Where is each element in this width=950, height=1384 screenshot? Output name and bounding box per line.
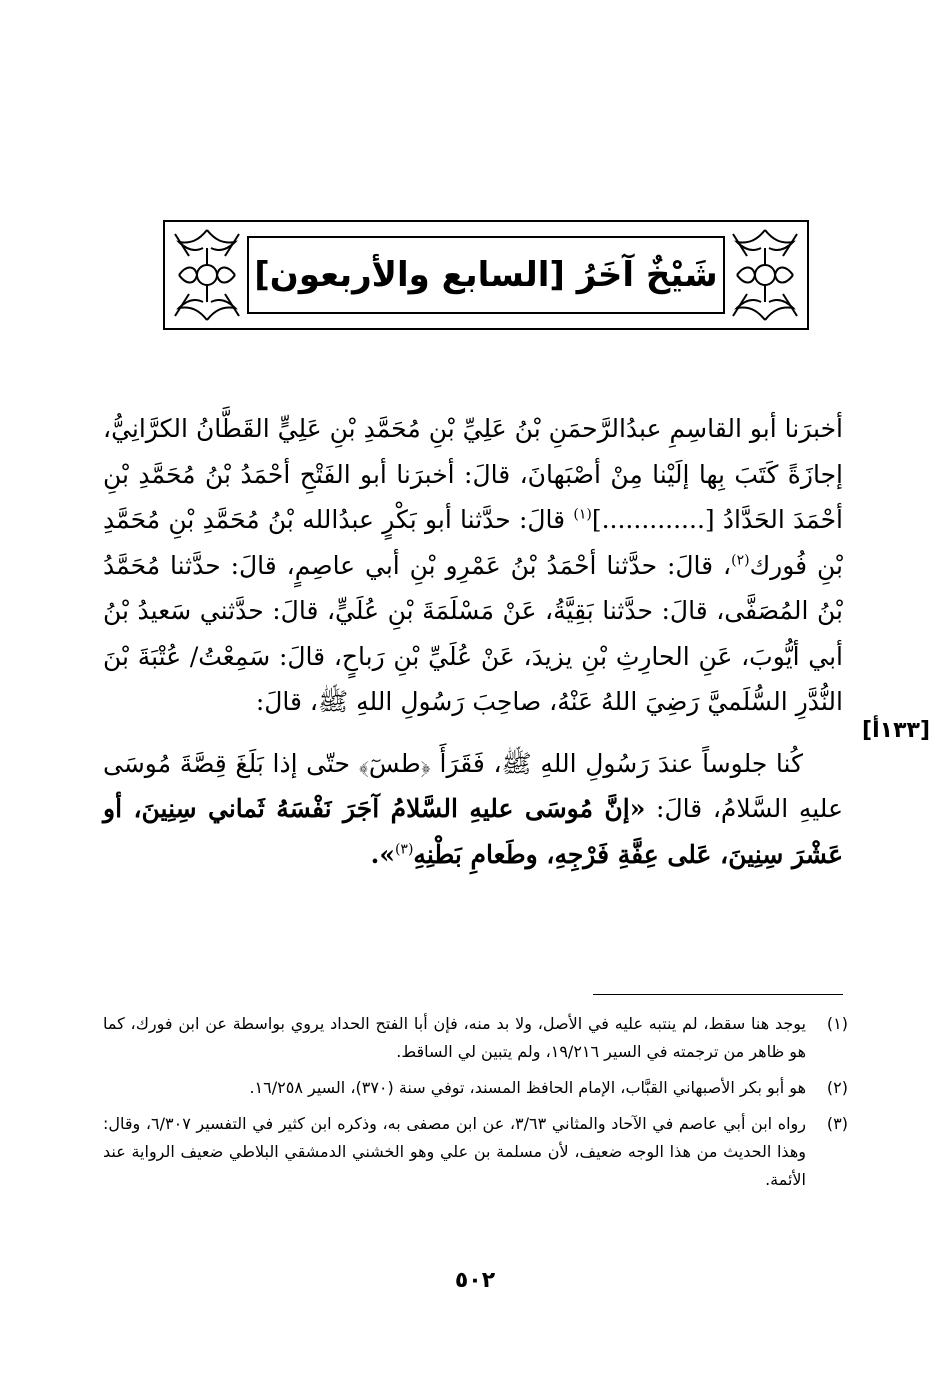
footnote: [103, 1110, 848, 1194]
chapter-title-box: [247, 236, 725, 314]
footnote-number: (٢): [826, 1078, 848, 1097]
footnote-text: رواه ابن أبي عاصم في الآحاد والمثاني ٣/٦٣، عن ابن مصفى به، وذكره ابن كثير في التفسير ٦/٣٠٧، وقال: وهذا الحديث من هذا الوجه ضعيف، لأن مسلمة بن علي وهو الخشني الدمشقي البلاطي ضعيف الرواية عند الأئمة.: [103, 1114, 806, 1189]
footnote: [103, 1074, 848, 1102]
chapter-title: شَيْخٌ آخَرُ [السابع والأربعون]: [254, 255, 718, 295]
footnote-text: يوجد هنا سقط، لم ينتبه عليه في الأصل، ولا بد منه، فإن أبا الفتح الحداد يروي بواسطة عن ابن فورك، كما هو ظاهر من ترجمته في السير ١٩/٢١٦، ولم يتبين لي الساقط.: [103, 1014, 806, 1061]
paragraph-text: ، قالَ: حدَّثنا أحْمَدُ بْنُ عَمْرِو بْنِ أبي عاصِمٍ، قالَ: حدَّثنا مُحَمَّدُ بْنُ المُصَفَّى، قالَ: حدَّثنا بَقِيَّةُ، عَنْ مَسْلَمَةَ بْنِ عُلَيٍّ، قالَ: حدَّثني سَعيدُ بْنُ أبي أيُّوبَ، عَنِ الحارِثِ بْنِ يزيدَ، عَنْ عُلَيِّ بْنِ رَباحٍ، قالَ: سَمِعْتُ/ عُتْبَةَ بْنَ النُّدَّرِ السُّلَميَّ رَضِيَ اللهُ عَنْهُ، صاحِبَ رَسُولِ اللهِ ﷺ، قالَ:: [103, 550, 843, 716]
isnad-paragraph: [103, 406, 843, 725]
floral-ornament-icon: [727, 226, 803, 324]
footnote-ref[interactable]: (١): [573, 506, 592, 523]
footnote-text: هو أبو بكر الأصبهاني القبَّاب، الإمام الحافظ المسند، توفي سنة (٣٧٠)، السير ١٦/٢٥٨.: [249, 1078, 806, 1097]
footnote: [103, 1010, 848, 1066]
floral-ornament-icon: [169, 226, 245, 324]
footnote-number: (٣): [826, 1114, 848, 1133]
footnote-ref[interactable]: (٣): [394, 841, 414, 858]
footnotes: [103, 1010, 848, 1202]
footnote-divider: [593, 994, 843, 995]
hadith-paragraph: [103, 741, 843, 878]
paragraph-text: كُنا جلوساً عندَ رَسُولِ اللهِ ﷺ، فَقَرَأَ ﴿طسٓ﴾ حتّى إذا بَلَغَ قِصَّةَ مُوسَى عليهِ السَّلامُ، قالَ:: [103, 748, 843, 823]
footnote-ref[interactable]: (٢): [731, 552, 750, 569]
page-number: ٥٠٢: [454, 1268, 496, 1293]
footnote-number: (١): [826, 1014, 848, 1033]
main-text: [103, 406, 843, 877]
paragraph-text: أخبرَنا أبو القاسِمِ عبدُالرَّحمَنِ بْنُ عَلِيِّ بْنِ مُحَمَّدِ بْنِ عَلِيٍّ القَطَّانُ الكرَّانِيُّ، إجازَةً كَتَبَ بِها إلَيْنا مِنْ أصْبَهانَ، قالَ: أخبرَنا أبو الفَتْحِ أحْمَدُ بْنُ مُحَمَّدِ بْنِ أحْمَدَ الحَدَّادُ [.............]: [103, 414, 843, 534]
manuscript-folio-marker: [١٣٣أ]: [862, 718, 930, 743]
hadith-end: ».: [370, 839, 395, 869]
chapter-title-frame: [163, 220, 809, 330]
hadith-text: «إنَّ مُوسَى عليهِ السَّلامُ آجَرَ نَفْسَهُ ثَماني سِنِينَ، أو عَشْرَ سِنِينَ، عَلى عِفَّةِ فَرْجِهِ، وطَعامِ بَطْنِهِ: [103, 794, 843, 869]
paragraph-text: قالَ: حدَّثنا أبو بَكْرٍ عبدُالله بْنُ مُحَمَّدِ بْنِ مُحَمَّدِ بْنِ فُورك: [103, 505, 843, 580]
